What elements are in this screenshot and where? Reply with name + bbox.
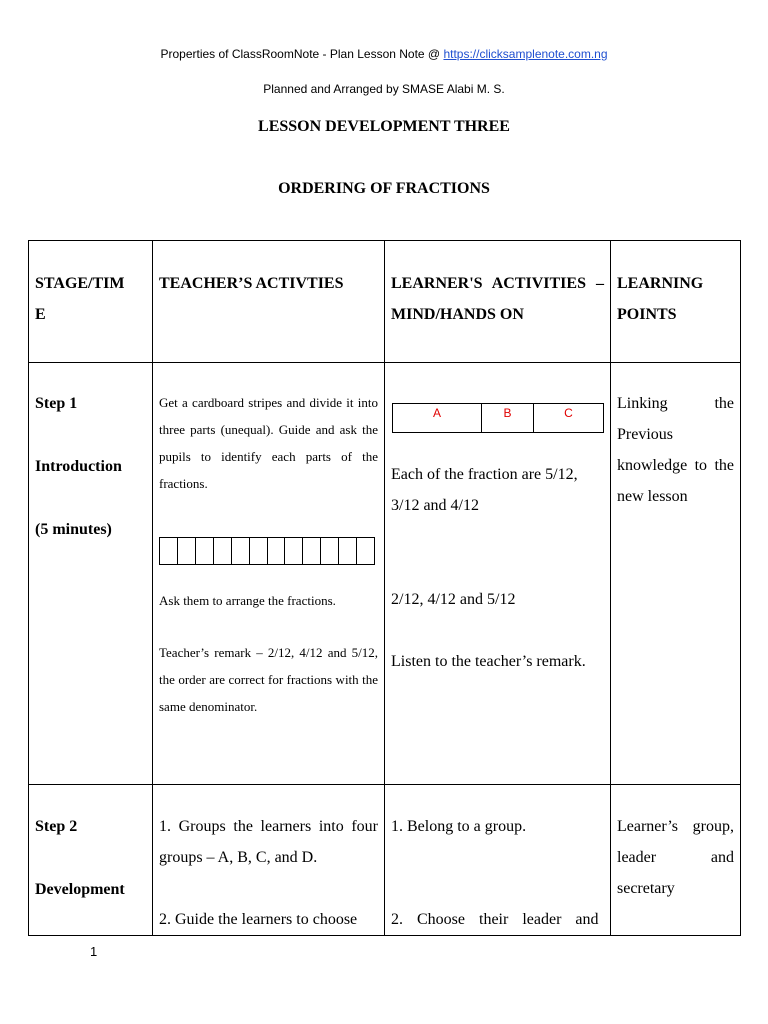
table-row-step2 [29,785,741,936]
step2-points-cell: Learner’s group, leader and secretary [611,785,741,936]
strip-part-c: C [564,406,573,420]
step2-learner-choose: 2. Choose their leader and [391,911,599,928]
header-attribution-text: Properties of ClassRoomNote - Plan Lesson Note @ [160,47,444,61]
page-number: 1 [90,944,98,959]
step1-teacher-arrange: Ask them to arrange the fractions. [159,593,336,608]
step1-time: (5 minutes) [35,521,112,538]
page-subtitle: ORDERING OF FRACTIONS [278,180,490,197]
step1-label: Step 1 [35,395,78,412]
strip-part-b: B [482,404,534,432]
step1-teacher-remark: Teacher’s remark – 2/12, 4/12 and 5/12, the order are correct for fractions with the same denominator. [159,645,378,714]
step2-teacher-group: 1. Groups the learners into four groups – A, B, C, and D. [159,818,378,866]
table-row-step1 [29,363,741,785]
header-attribution [0,47,768,61]
header-credit: Planned and Arranged by SMASE Alabi M. S. [263,82,505,96]
header-learner: LEARNER'S ACTIVITIES – MIND/HANDS ON [385,241,611,363]
step2-stage-cell [29,785,153,936]
step1-points-cell: Linking the Previous knowledge to the new lesson [611,363,741,785]
step1-teacher-instruction: Get a cardboard stripes and divide it into three parts (unequal). Guide and ask the pupils to identify each parts of the fractions. [159,395,378,491]
step2-teacher-choose: 2. Guide the learners to choose [159,911,358,928]
step2-teacher-cell [153,785,385,936]
header-teacher: TEACHER’S ACTIVTIES [153,241,385,363]
lesson-plan-table [28,240,741,936]
table-header-row [29,241,741,363]
step2-learner-group: 1. Belong to a group. [391,818,527,835]
header-stage: STAGE/TIM E [29,241,153,363]
step2-learner-cell [385,785,611,936]
strip-part-a: A [393,404,482,432]
page-title: LESSON DEVELOPMENT THREE [258,118,510,135]
source-link[interactable]: https://clicksamplenote.com.ng [443,47,608,61]
step1-teacher-cell [153,363,385,785]
step2-label: Step 2 [35,818,78,835]
fraction-strip-abc [392,403,604,433]
step1-learner-cell [385,363,611,785]
step1-learner-identify: Each of the fraction are 5/12, 3/12 and 4/12 [391,466,578,514]
step1-learner-listen: Listen to the teacher’s remark. [391,653,586,670]
step1-stage: Introduction [35,458,122,475]
twelfths-strip [159,537,375,565]
step1-stage-cell [29,363,153,785]
step1-learner-arrange: 2/12, 4/12 and 5/12 [391,591,516,608]
header-points: LEARNING POINTS [611,241,741,363]
step2-stage: Development [35,881,125,898]
